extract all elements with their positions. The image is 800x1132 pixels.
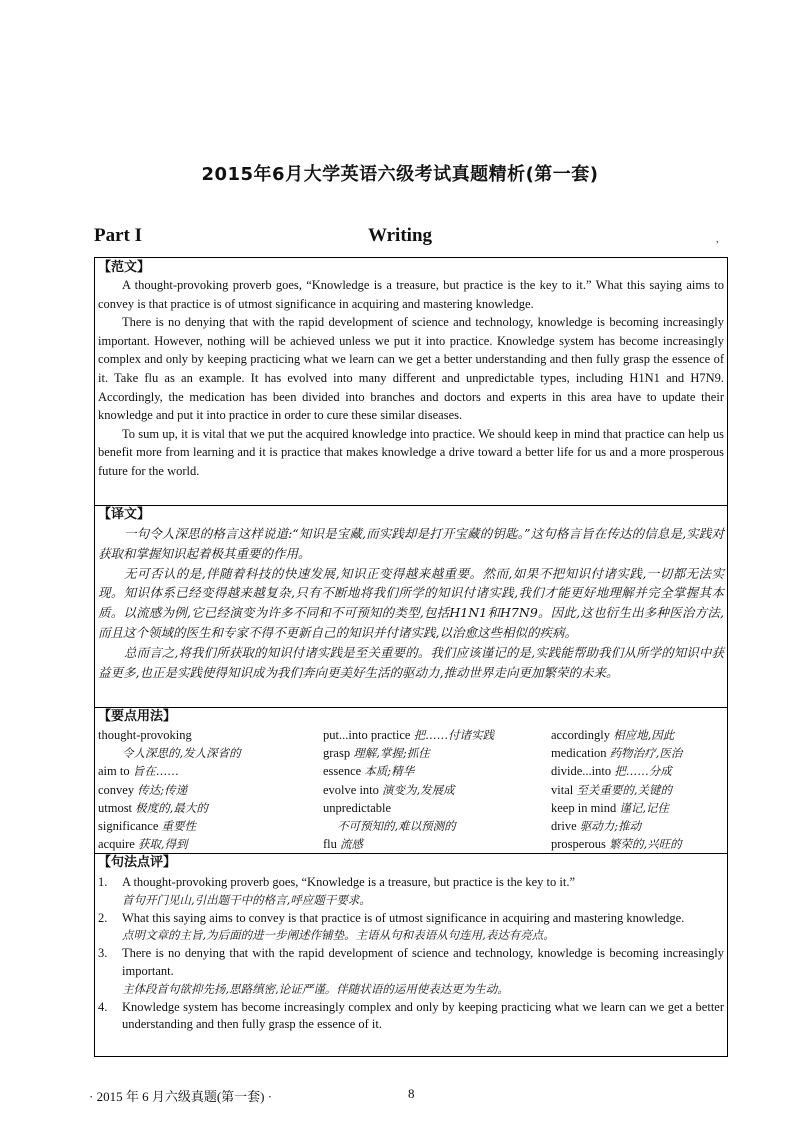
vocab-entry: convey 传达;传递 [98,782,188,797]
part-name: Writing [367,225,433,246]
essay-heading: 【范文】 [98,260,151,275]
vocab-column-3 [551,726,682,853]
syntax-item: 2. What this saying aims to convey is that practice is of utmost significance in acquiring and mastering knowledge. 点明文章的主旨,为后面的进一步阐述作铺垫。主语从句和表语从句连用,表达有亮点。 [98,910,685,943]
divider [95,505,727,506]
vocab-entry: 不可预知的,难以预测的 [337,819,456,834]
vocab-column-1 [98,726,241,853]
translation-paragraph: 无可否认的是,伴随着科技的快速发展,知识正变得越来越重要。然而,如果不把知识付诸实践,一切都无法实现。知识体系已经变得越来越复杂,只有不断地将我们所学的知识付诸实践,我们才能更好地理解并完全掌握其本质。以流感为例,它已经演变为许多不同和不可预知的类型,包括H1N1和H7N9。因此,这也衍生出多种医治方法,而且这个领域的医生和专家不得不更新自己的知识并付诸实践,以治愈这些相似的疾病。 [98,565,724,640]
vocab-entry: evolve into 演变为,发展成 [323,782,455,797]
vocab-column-2 [323,726,494,853]
footer-label: · 2015 年 6 月六级真题(第一套) · [89,1089,273,1104]
vocab-entry: divide...into 把……分成 [551,764,672,779]
vocab-entry: utmost 极度的,最大的 [98,800,208,815]
essay-paragraph: A thought-provoking proverb goes, “Knowledge is a treasure, but practice is the key to it.” What this saying aims to convey is that practice is of utmost significance in acquiring and mastering knowledge. [98,278,724,311]
syntax-notes [98,874,724,1034]
divider [95,853,727,854]
vocab-entry: unpredictable [323,800,392,815]
part-label: Part I [94,225,143,246]
model-essay [98,276,724,481]
vocab-entry: grasp 理解,掌握;抓住 [323,746,430,761]
translation [98,524,724,682]
vocab-entry: acquire 获取,得到 [98,837,188,852]
vocab-entry: prosperous 繁荣的,兴旺的 [551,837,682,852]
syntax-item: 4. Knowledge system has become increasingly complex and only by keeping practicing what we learn can we get a better understanding and then fully grasp the essence of it. [98,999,724,1032]
translation-paragraph: 一句令人深思的格言这样说道:“知识是宝藏,而实践却是打开宝藏的钥匙。”这句格言旨在传达的信息是,实践对获取和掌握知识起着极其重要的作用。 [98,526,724,561]
vocab-entry: 令人深思的,发人深省的 [122,746,241,761]
vocab-entry: thought-provoking [98,728,192,742]
divider [95,707,727,708]
page-number: 8 [408,1086,415,1101]
vocab-entry: medication 药物治疗,医治 [551,746,683,761]
vocabulary-heading: 【要点用法】 [98,709,177,724]
vocab-entry: essence 本质;精华 [323,764,415,779]
syntax-item: 1. A thought-provoking proverb goes, “Knowledge is a treasure, but practice is the key to it.” 首句开门见山,引出题干中的格言,呼应题干要求。 [98,875,576,907]
stray-mark: , [716,234,719,245]
vocab-entry: flu 流感 [323,837,364,852]
vocab-entry: significance 重要性 [98,819,197,834]
vocab-entry: put...into practice 把……付诸实践 [323,728,495,742]
essay-paragraph: To sum up, it is vital that we put the acquired knowledge into practice. We should keep in mind that practice can help us benefit more from learning and it is practice that makes knowledge a drive toward a better life for us and a more prosperous future for the world. [98,426,724,478]
vocab-entry: vital 至关重要的,关键的 [551,782,672,797]
essay-paragraph: There is no denying that with the rapid development of science and technology, knowledge is becoming increasingly important. However, nothing will be achieved unless we put it into practice. Knowledge system has become increasingly complex and only by keeping practicing what we learn can we get a better understanding and then fully grasp the essence of it. Take flu as an example. It has evolved into many different and unpredictable types, including H1N1 and H7N9. Accordingly, the medication has been divided into branches and doctors and experts in this area have to update their knowledge and put it into practice in order to cure these similar diseases. [98,315,724,423]
translation-heading: 【译文】 [98,507,151,522]
syntax-item: 3. There is no denying that with the rapid development of science and technology, knowledge is becoming increasingly important. 主体段首句欲抑先扬,思路缜密,论证严谨。伴随状语的运用使表达更为生动。 [98,946,724,996]
vocab-entry: accordingly 相应地,因此 [551,728,675,742]
content-box [94,257,728,1057]
page-title: 2015年6月大学英语六级考试真题精析(第一套) [201,164,599,185]
syntax-heading: 【句法点评】 [98,855,177,870]
vocab-entry: drive 驱动力;推动 [551,819,642,834]
vocab-entry: keep in mind 谨记,记住 [551,800,670,815]
translation-paragraph: 总而言之,将我们所获取的知识付诸实践是至关重要的。我们应该谨记的是,实践能帮助我们从所学的知识中获益更多,也正是实践使得知识成为我们奔向更美好生活的驱动力,推动世界走向更加繁荣的未来。 [98,644,724,680]
vocab-entry: aim to 旨在…… [98,764,179,779]
